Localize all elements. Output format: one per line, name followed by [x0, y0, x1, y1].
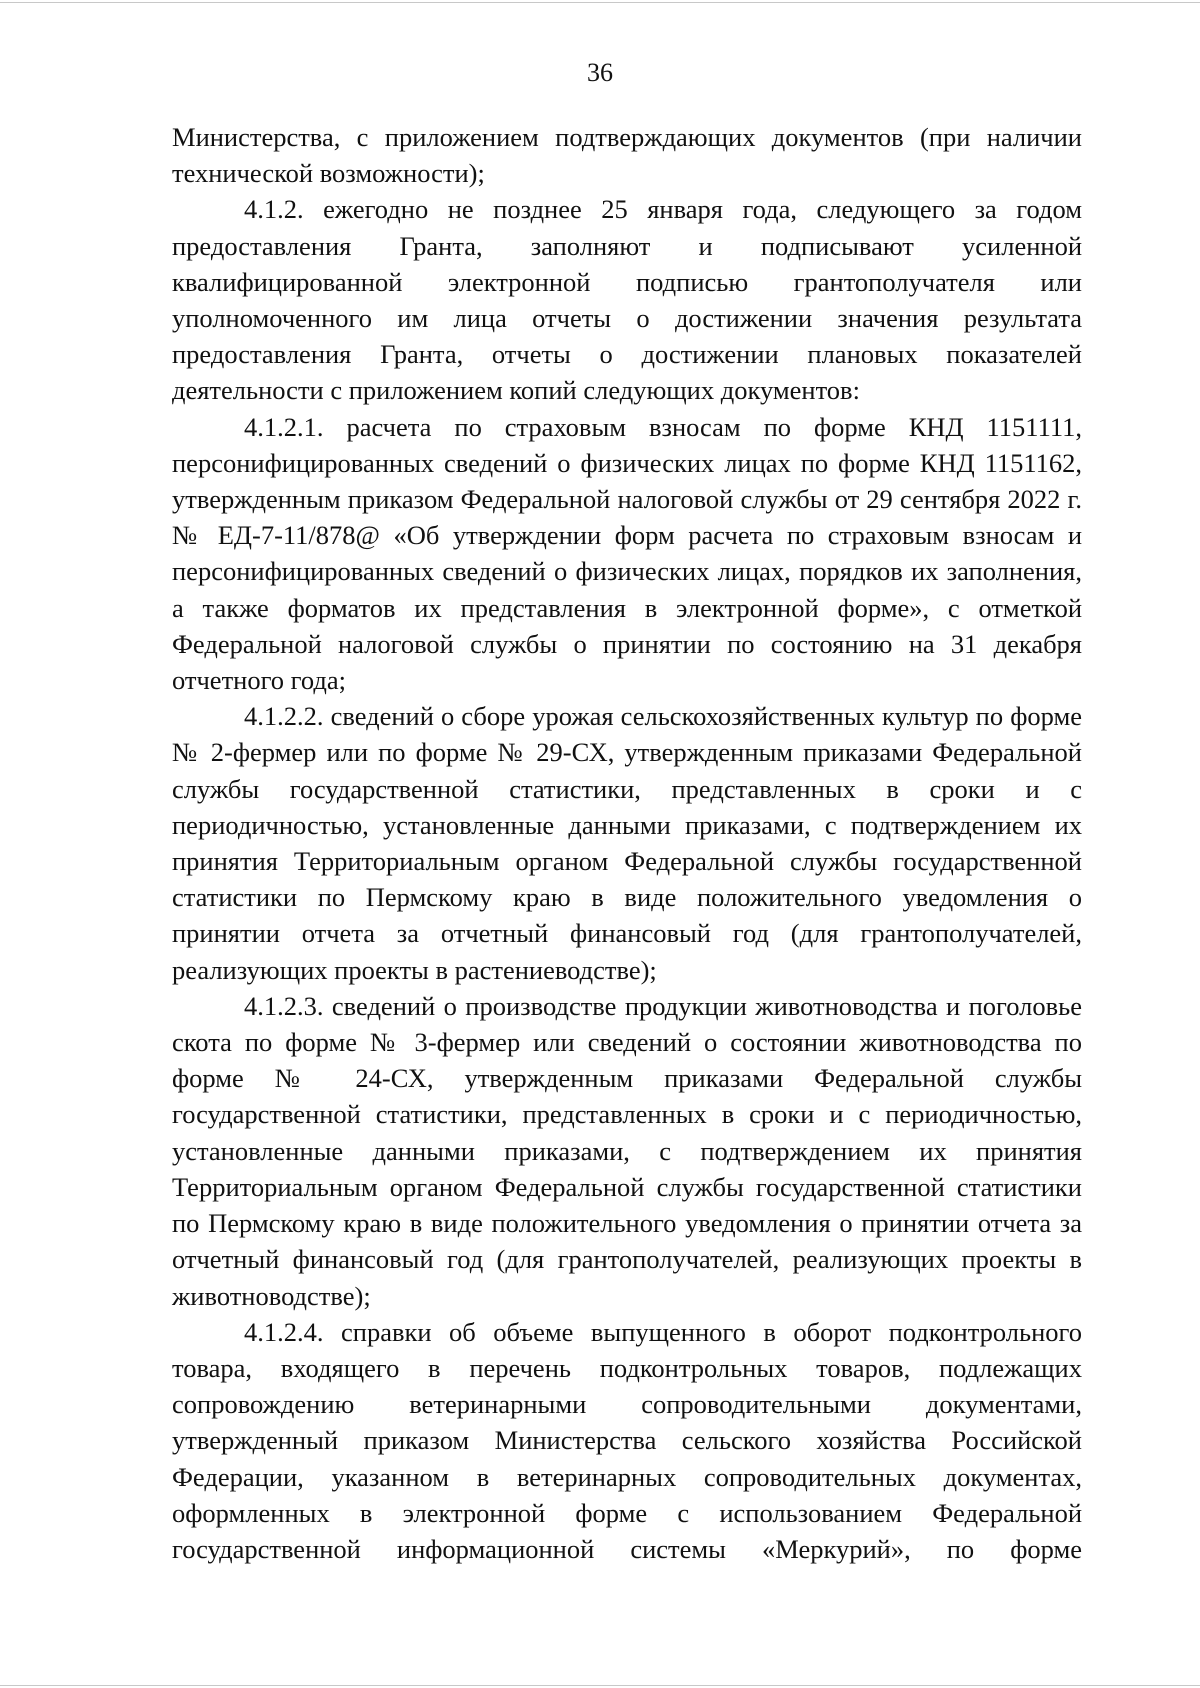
paragraph-continuation: Министерства, с приложением подтверждающих документов (при наличии технической возможности);: [172, 122, 1082, 189]
paragraph-4-1-2-2: 4.1.2.2. сведений о сборе урожая сельскохозяйственных культур по форме № 2-фермер или по форме № 29-СХ, утвержденным приказами Федеральной службы государственной статистики, представленных в сроки и с периодичностью, установленные данными приказами, с подтверждением их принятия Территориальным органом Федеральной службы государственной статистики по Пермскому краю в виде положительного уведомления о принятии отчета за отчетный финансовый год (для грантополучателей, реализующих проекты в растениеводстве);: [172, 701, 1082, 985]
paragraph-4-1-2-1: 4.1.2.1. расчета по страховым взносам по форме КНД 1151111, персонифицированных сведений о физических лицах по форме КНД 1151162, утвержденным приказом Федеральной налоговой службы от 29 сентября 2022 г. № ЕД-7-11/878@ «Об утверждении форм расчета по страховым взносам и персонифицированных сведений о физических лицах, порядков их заполнения, а также форматов их представления в электронной форме», с отметкой Федеральной налоговой службы о принятии по состоянию на 31 декабря отчетного года;: [172, 411, 1082, 696]
page-number: 36: [587, 58, 613, 87]
paragraph-4-1-2: 4.1.2. ежегодно не позднее 25 января года, следующего за годом предоставления Гранта, заполняют и подписывают усиленной квалифицированной электронной подписью грантополучателя или уполномоченного им лица отчеты о достижении значения результата предоставления Гранта, отчеты о достижении плановых показателей деятельности с приложением копий следующих документов:: [172, 194, 1082, 406]
scan-edge-bottom: [0, 1685, 1200, 1686]
paragraph-4-1-2-4: 4.1.2.4. справки об объеме выпущенного в оборот подконтрольного товара, входящего в перечень подконтрольных товаров, подлежащих сопровождению ветеринарными сопроводительными документами, утвержденный приказом Министерства сельского хозяйства Российской Федерации, указанном в ветеринарных сопроводительных документах, оформленных в электронной форме с использованием Федеральной государственной информационной системы «Меркурий», по форме: [172, 1316, 1082, 1564]
paragraph-4-1-2-3: 4.1.2.3. сведений о производстве продукции животноводства и поголовье скота по форме № 3-фермер или сведений о состоянии животноводства по форме № 24-СХ, утвержденным приказами Федеральной службы государственной статистики, представленных в сроки и с периодичностью, установленные данными приказами, с подтверждением их принятия Территориальным органом Федеральной службы государственной статистики по Пермскому краю в виде положительного уведомления о принятии отчета за отчетный финансовый год (для грантополучателей, реализующих проекты в животноводстве);: [172, 990, 1082, 1311]
scan-edge-top: [0, 2, 1200, 3]
document-body: [172, 119, 1082, 1567]
